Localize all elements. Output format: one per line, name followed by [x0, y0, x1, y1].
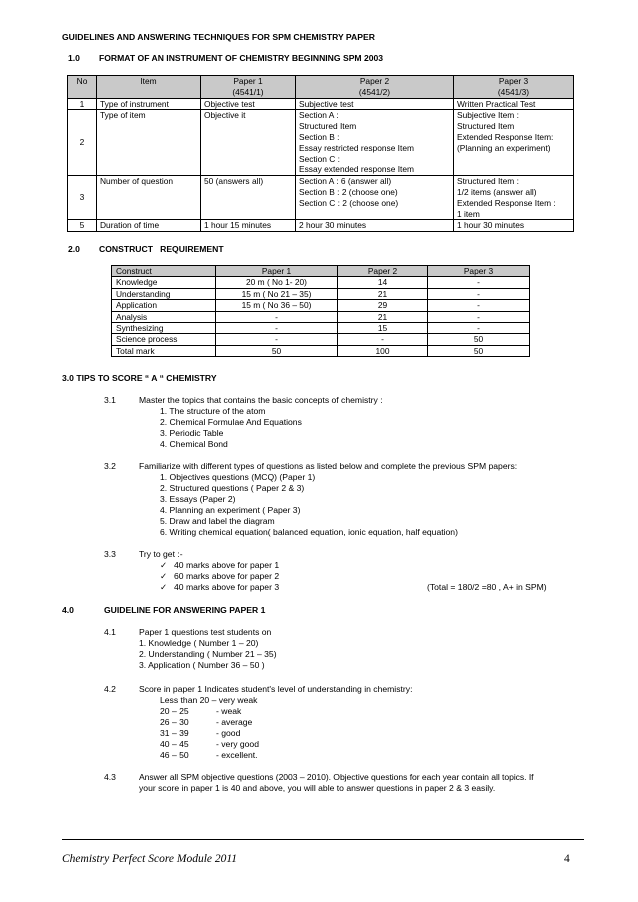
instrument-format-table	[67, 75, 574, 232]
list-item: 3. Essays (Paper 2)	[160, 494, 236, 504]
construct-requirement-table	[111, 265, 530, 357]
list-item: 3. Application ( Number 36 – 50 )	[139, 660, 265, 670]
point-4-1-text: Paper 1 questions test students on	[139, 627, 272, 637]
list-item: 1. The structure of the atom	[160, 406, 266, 416]
list-item: 26 – 30 - average	[160, 717, 253, 727]
section-4-heading: GUIDELINE FOR ANSWERING PAPER 1	[104, 605, 266, 615]
section-3-heading: 3.0 TIPS TO SCORE “ A “ CHEMISTRY	[62, 373, 217, 383]
check-icon: ✓	[160, 582, 168, 592]
section-4-number: 4.0	[62, 605, 74, 615]
list-item: 2. Understanding ( Number 21 – 35)	[139, 649, 277, 659]
section-1-number: 1.0	[68, 53, 80, 63]
check-icon: ✓	[160, 560, 168, 570]
score-ranges	[160, 706, 259, 761]
list-item: 20 – 25 - weak	[160, 706, 242, 716]
table-row: Science process - - 50	[112, 334, 530, 345]
list-item: 4. Chemical Bond	[160, 439, 228, 449]
list-item: 40 – 45 - very good	[160, 739, 259, 749]
list-item: ✓ 40 marks above for paper 3	[160, 582, 280, 592]
table-row: Total mark 50 100 50	[112, 345, 530, 356]
list-item: 6. Writing chemical equation( balanced equation, ionic equation, half equation)	[160, 527, 458, 537]
section-1-heading: FORMAT OF AN INSTRUMENT OF CHEMISTRY BEGINNING SPM 2003	[99, 53, 384, 63]
table-row: Knowledge 20 m ( No 1- 20) 14 -	[112, 277, 530, 288]
point-3-1-text: Master the topics that contains the basic concepts of chemistry :	[139, 395, 383, 405]
header-item: Item	[97, 76, 201, 99]
list-item: ✓ 60 marks above for paper 2	[160, 571, 280, 581]
section-2-number: 2.0	[68, 244, 80, 254]
table-row: Understanding 15 m ( No 21 – 35) 21 -	[112, 288, 530, 299]
total-note: (Total = 180/2 =80 , A+ in SPM)	[427, 582, 547, 592]
list-item: 46 – 50 - excellent.	[160, 750, 258, 760]
point-4-3-number: 4.3	[104, 772, 116, 782]
point-4-1-number: 4.1	[104, 627, 116, 637]
point-3-3-number: 3.3	[104, 549, 116, 559]
table-row: 1 Type of instrument Objective test Subjective test Written Practical Test	[68, 98, 574, 110]
target-checklist	[160, 560, 279, 593]
check-icon: ✓	[160, 571, 168, 581]
section-2-heading: CONSTRUCT REQUIREMENT	[99, 244, 224, 254]
header-paper-3: Paper 3 (4541/3)	[454, 76, 574, 99]
list-item: 5. Draw and label the diagram	[160, 516, 275, 526]
point-4-3-line-2: your score in paper 1 is 40 and above, you will able to answer questions in paper 2 & 3 easily.	[139, 783, 496, 793]
paper-1-topics	[139, 638, 277, 671]
list-item: 1. Objectives questions (MCQ) (Paper 1)	[160, 472, 316, 482]
list-item: 2. Structured questions ( Paper 2 & 3)	[160, 483, 305, 493]
list-item: 1. Knowledge ( Number 1 – 20)	[139, 638, 259, 648]
point-3-2-text: Familiarize with different types of questions as listed below and complete the previous SPM papers:	[139, 461, 518, 471]
table-row: Analysis - 21 -	[112, 311, 530, 322]
table-header-row	[68, 76, 574, 99]
header-paper-1: Paper 1 (4541/1)	[201, 76, 296, 99]
topic-list	[160, 406, 302, 450]
table-row: Application 15 m ( No 36 – 50) 29 -	[112, 300, 530, 311]
table-header-row: Construct Paper 1 Paper 2 Paper 3	[112, 266, 530, 277]
header-no: No	[68, 76, 97, 99]
header-paper-2: Paper 2 (4541/2)	[296, 76, 454, 99]
point-3-3-text: Try to get :-	[139, 549, 183, 559]
page-number: 4	[564, 853, 570, 865]
score-first-line: Less than 20 – very weak	[160, 695, 258, 705]
footer-divider	[62, 839, 584, 840]
document-title: GUIDELINES AND ANSWERING TECHNIQUES FOR SPM CHEMISTRY PAPER	[62, 32, 375, 42]
point-4-2-number: 4.2	[104, 684, 116, 694]
question-type-list	[160, 472, 458, 538]
table-row: 5 Duration of time 1 hour 15 minutes 2 hour 30 minutes 1 hour 30 minutes	[68, 220, 574, 232]
list-item: 3. Periodic Table	[160, 428, 224, 438]
table-row: 2 Type of item Objective it Section A : Structured Item Section B : Essay restricted response Item Section C : Essay extended response Item Subjective Item : Structured Item Extended Response Item: (Planning an experiment)	[68, 110, 574, 176]
list-item: 4. Planning an experiment ( Paper 3)	[160, 505, 301, 515]
table-row: Synthesizing - 15 -	[112, 323, 530, 334]
list-item: 31 – 39 - good	[160, 728, 241, 738]
table-row: 3 Number of question 50 (answers all) Section A : 6 (answer all) Section B : 2 (choose one) Section C : 2 (choose one) Structured Item : 1/2 items (answer all) Extended Response Item : 1 item	[68, 176, 574, 220]
point-3-1-number: 3.1	[104, 395, 116, 405]
footer-title: Chemistry Perfect Score Module 2011	[62, 853, 238, 865]
list-item: ✓ 40 marks above for paper 1	[160, 560, 280, 570]
list-item: 2. Chemical Formulae And Equations	[160, 417, 302, 427]
point-4-2-text: Score in paper 1 Indicates student's level of understanding in chemistry:	[139, 684, 413, 694]
point-4-3-line-1: Answer all SPM objective questions (2003 – 2010). Objective questions for each year contain all topics. If	[139, 772, 534, 782]
point-3-2-number: 3.2	[104, 461, 116, 471]
